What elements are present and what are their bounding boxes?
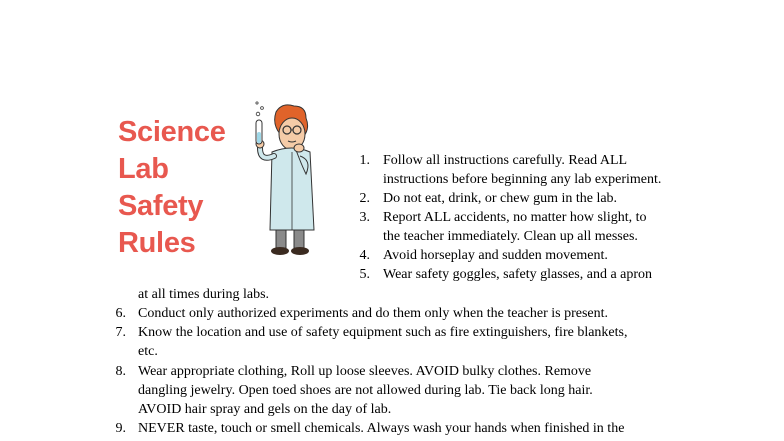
scientist-illustration-icon bbox=[236, 100, 326, 260]
rule-number: 8. bbox=[115, 364, 126, 379]
rule-text: the teacher immediately. Clean up all messes. bbox=[383, 229, 638, 244]
title-line-lab: Lab bbox=[118, 153, 169, 185]
rule-text: Follow all instructions carefully. Read ALL bbox=[383, 153, 628, 168]
page-title bbox=[118, 114, 226, 262]
title-line-safety: Safety bbox=[118, 190, 204, 222]
title-line-science: Science bbox=[118, 116, 226, 148]
rule-number: 5. bbox=[359, 267, 370, 282]
rule-text: etc. bbox=[138, 344, 158, 359]
rule-text: Avoid horseplay and sudden movement. bbox=[383, 248, 608, 263]
rule-text: at all times during labs. bbox=[138, 287, 270, 302]
rule-text: Report ALL accidents, no matter how slight, to bbox=[383, 210, 647, 225]
rule-text: instructions before beginning any lab experiment. bbox=[383, 172, 662, 187]
rule-text: dangling jewelry. Open toed shoes are not allowed during lab. Tie back long hair. bbox=[138, 383, 593, 398]
rule-number: 1. bbox=[359, 153, 370, 168]
rule-text: NEVER taste, touch or smell chemicals. Always wash your hands when finished in the bbox=[138, 421, 625, 436]
rule-text: Know the location and use of safety equipment such as fire extinguishers, fire blankets, bbox=[138, 325, 628, 340]
rule-number: 4. bbox=[359, 248, 370, 263]
rule-text: Wear appropriate clothing, Roll up loose sleeves. AVOID bulky clothes. Remove bbox=[138, 364, 592, 379]
rule-text: Do not eat, drink, or chew gum in the lab. bbox=[383, 191, 618, 206]
rule-text: Wear safety goggles, safety glasses, and a apron bbox=[383, 267, 653, 282]
rule-number: 7. bbox=[115, 325, 126, 340]
rule-number: 6. bbox=[115, 306, 126, 321]
rule-text: AVOID hair spray and gels on the day of lab. bbox=[138, 402, 392, 417]
rule-number: 2. bbox=[359, 191, 370, 206]
rule-text: Conduct only authorized experiments and do them only when the teacher is present. bbox=[138, 306, 609, 321]
rule-number: 9. bbox=[115, 421, 126, 436]
title-line-rules: Rules bbox=[118, 227, 196, 259]
rule-number: 3. bbox=[359, 210, 370, 225]
